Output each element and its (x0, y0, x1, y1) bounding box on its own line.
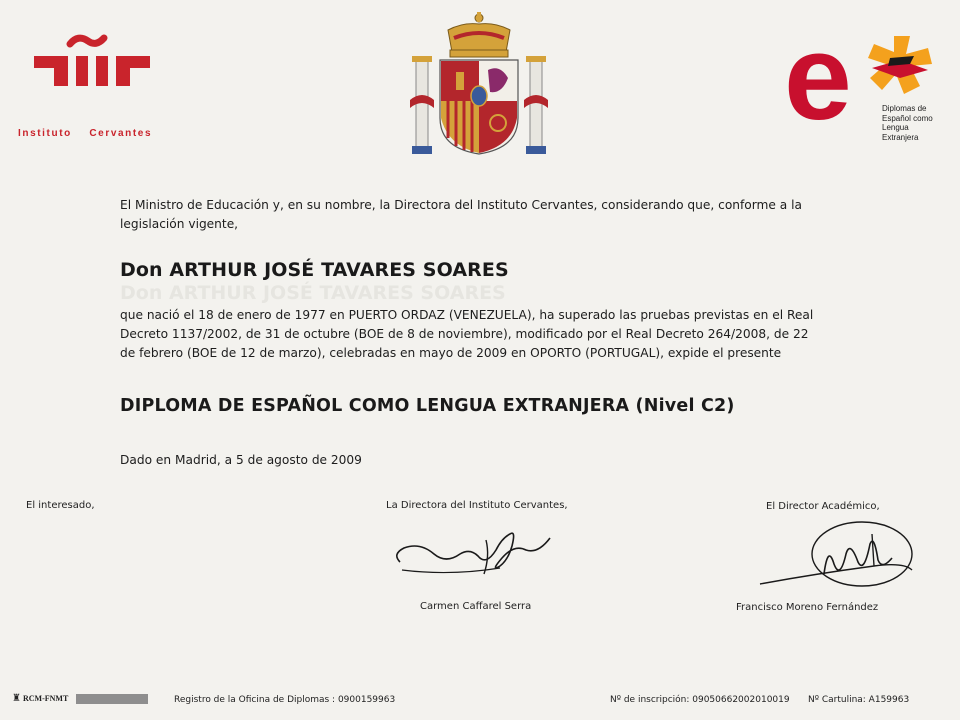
directora-name: Carmen Caffarel Serra (420, 601, 532, 612)
dele-line-1: Diplomas de (882, 104, 927, 113)
recipient-name-watermark: Don ARTHUR JOSÉ TAVARES SOARES (120, 282, 506, 304)
dele-text-block (882, 104, 933, 142)
instituto-word: Instituto (18, 128, 72, 139)
dele-logo (784, 9, 944, 150)
spanish-coat-of-arms (408, 8, 550, 158)
dado-line: Dado en Madrid, a 5 de agosto de 2009 (120, 453, 362, 467)
details-paragraph: que nació el 18 de enero de 1977 en PUERTO ORDAZ (VENEZUELA), ha superado las pruebas previstas en el Real Decreto 1137/2002, de 31 de octubre (BOE de 8 de noviembre), modificado por el Real Decreto 264/2008, de 22 de febrero (BOE de 12 de marzo), celebradas en mayo de 2009 en OPORTO (PORTUGAL), expide el presente (120, 308, 814, 360)
fnmt-icon: ♜ (12, 693, 21, 704)
interesado-label: El interesado, (26, 500, 95, 511)
instituto-cervantes-name (18, 128, 152, 139)
dele-line-2: Español como (882, 113, 933, 123)
director-academico-label: El Director Académico, (766, 501, 880, 512)
numero-cartulina: Nº Cartulina: A159963 (808, 695, 910, 705)
intro-paragraph: El Ministro de Educación y, en su nombre, la Directora del Instituto Cervantes, considerando que, conforme a la legislación vigente, (120, 198, 802, 231)
rcm-fnmt-label: RCM-FNMT (22, 694, 69, 703)
director-signature-icon (754, 514, 924, 594)
directora-label: La Directora del Instituto Cervantes, (386, 500, 568, 511)
dele-line-3: Lengua (882, 123, 909, 132)
recipient-name: Don ARTHUR JOSÉ TAVARES SOARES (120, 259, 509, 281)
coat-of-arms-icon (408, 8, 550, 158)
dele-star-icon (866, 34, 936, 98)
director-academico-name: Francisco Moreno Fernández (736, 602, 879, 613)
cervantes-emblem-icon (18, 34, 178, 96)
diploma-title: DIPLOMA DE ESPAÑOL COMO LENGUA EXTRANJERA (Nivel C2) (120, 396, 735, 416)
dele-e-letter: e (784, 9, 852, 145)
directora-signature-icon (390, 520, 570, 590)
numero-inscripcion: Nº de inscripción: 09050662002010019 (610, 695, 790, 705)
rcm-fnmt-mark (12, 693, 148, 704)
instituto-cervantes-logo (18, 34, 178, 144)
registro-oficina: Registro de la Oficina de Diplomas : 0900159963 (174, 695, 396, 705)
security-strip (76, 694, 148, 704)
dele-line-4: Extranjera (882, 132, 919, 142)
cervantes-word: Cervantes (89, 128, 153, 139)
